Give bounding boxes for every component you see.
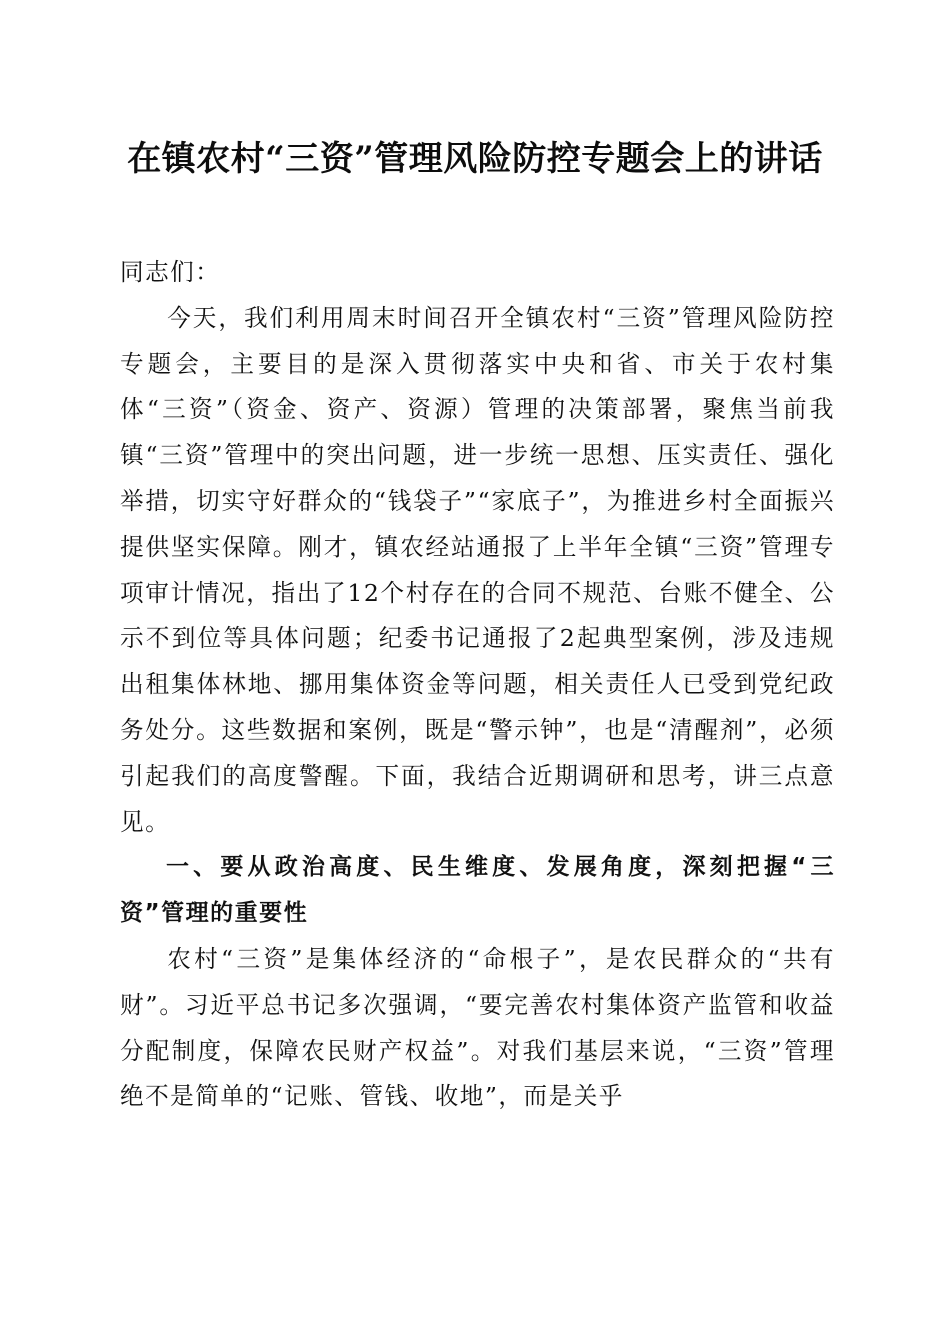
document-body — [120, 250, 835, 1120]
document-title: 在镇农村“三资”管理风险防控专题会上的讲话 — [127, 139, 823, 179]
section-heading-1: 一、要从政治高度、民生维度、发展角度，深刻把握“三资”管理的重要性 — [120, 854, 835, 927]
paragraph-section-1: 农村“三资”是集体经济的“命根子”，是农民群众的“共有财”。习近平总书记多次强调，“要完善农村集体资产监管和收益分配制度，保障农民财产权益”。对我们基层来说，“三资”管理绝不是简单的“记账、管钱、收地”，而是关乎 — [120, 944, 835, 1111]
salutation: 同志们： — [120, 258, 221, 286]
paragraph-opening: 今天，我们利用周末时间召开全镇农村“三资”管理风险防控专题会，主要目的是深入贯彻落实中央和省、市关于农村集体“三资”（资金、资产、资源）管理的决策部署，聚焦当前我镇“三资”管理中的突出问题，进一步统一思想、压实责任、强化举措，切实守好群众的“钱袋子”“家底子”，为推进乡村全面振兴提供坚实保障。刚才，镇农经站通报了上半年全镇“三资”管理专项审计情况，指出了12个村存在的合同不规范、台账不健全、公示不到位等具体问题；纪委书记通报了2起典型案例，涉及违规出租集体林地、挪用集体资金等问题，相关责任人已受到党纪政务处分。这些数据和案例，既是“警示钟”，也是“清醒剂”，必须引起我们的高度警醒。下面，我结合近期调研和思考，讲三点意见。 — [120, 303, 835, 836]
